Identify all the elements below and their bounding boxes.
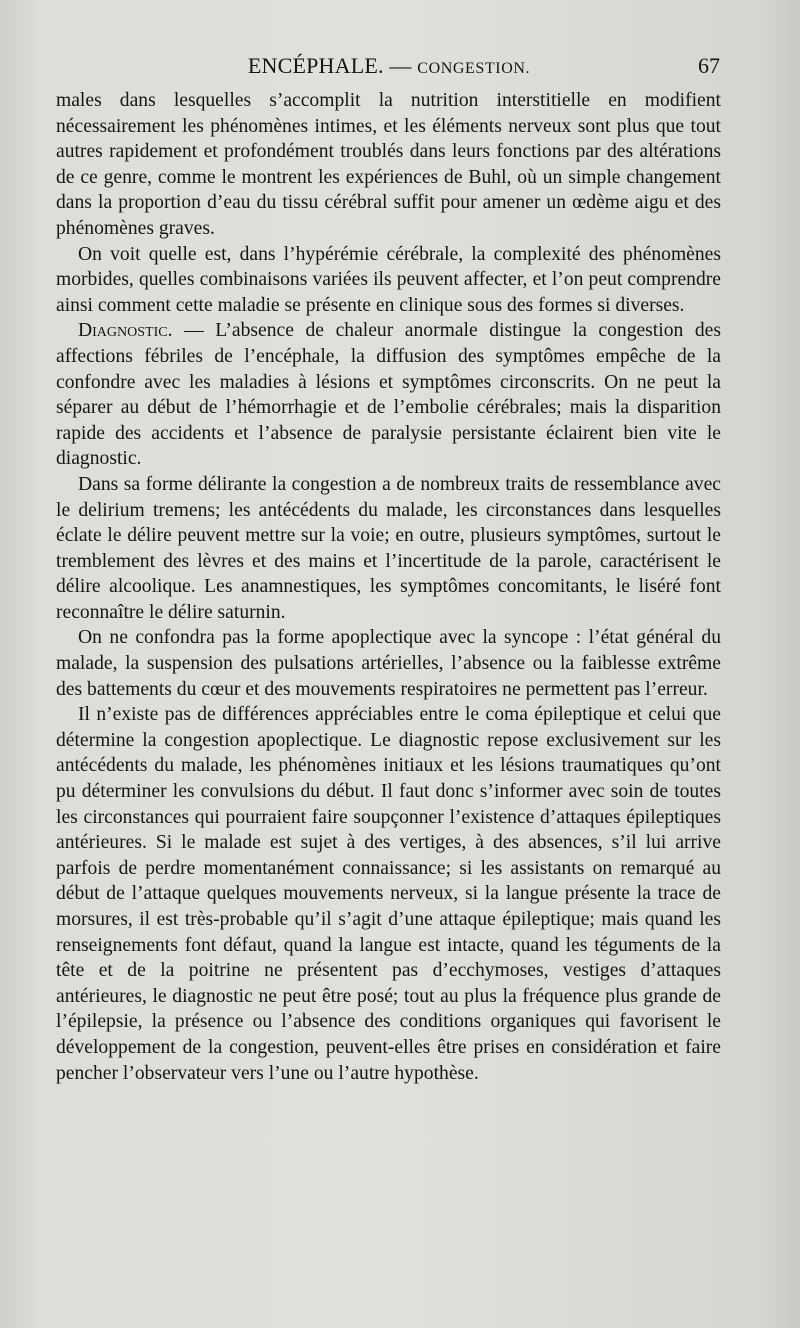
paragraph: Dans sa forme délirante la congestion a de nombreux traits de ressemblance avec le delirium tremens; les antécédents du malade, les circonstances dans lesquelles éclate le délire peuvent mettre sur la voie; en outre, plusieurs symptômes, surtout le tremblement des lèvres et des mains et l’incertitude de la parole, caractérisent le délire alcoolique. Les anamnestiques, les symptômes concomitants, le liséré font reconnaître le délire saturnin. bbox=[56, 473, 721, 623]
paragraph-diagnostic bbox=[56, 318, 721, 472]
section-lead: Diagnostic. bbox=[78, 320, 173, 342]
paragraph-continuation: males dans lesquelles s’accomplit la nutrition interstitielle en modifient nécessairement les phénomènes intimes, et les éléments nerveux sont plus que tout autres rapidement et profondément troublés dans leurs fonctions par des altérations de ce genre, comme le montrent les expériences de Buhl, où un simple changement dans la proportion d’eau du tissu cérébral suffit pour amener un œdème aigu et des phénomènes graves. bbox=[56, 90, 721, 239]
running-title-section: CONGESTION. bbox=[417, 60, 531, 77]
paragraph: On ne confondra pas la forme apoplectique avec la syncope : l’état général du malade, la suspension des pulsations artérielles, l’absence ou la faiblesse extrême des battements du cœur et des mouvements respiratoires ne permettent pas l’erreur. bbox=[56, 627, 721, 700]
paragraph-text: — L’absence de chaleur anormale distingue la congestion des affections fébriles de l’encéphale, la diffusion des symptômes empêche de la confondre avec les maladies à lésions et symptômes circonscrits. On ne peut la séparer au début de l’hémorrhagie et de l’embolie cérébrales; mais la disparition rapide des accidents et l’absence de paralysie persistante éclairent bien vite le diagnostic. bbox=[56, 320, 721, 470]
page-number: 67 bbox=[698, 53, 720, 78]
running-title-main: ENCÉPHALE. — bbox=[247, 53, 418, 78]
paragraph: On voit quelle est, dans l’hypérémie cérébrale, la complexité des phénomènes morbides, quelles combinaisons variées ils peuvent affecter, et l’on peut comprendre ainsi comment cette maladie se présente en clinique sous des formes si diverses. bbox=[56, 243, 721, 316]
running-header bbox=[58, 48, 720, 84]
running-title bbox=[58, 48, 720, 87]
page-body bbox=[56, 88, 721, 1086]
paragraph: Il n’existe pas de différences appréciables entre le coma épileptique et celui que détermine la congestion apoplectique. Le diagnostic repose exclusivement sur les antécédents du malade, les phénomènes initiaux et les lésions traumatiques qu’ont pu déterminer les convulsions du début. Il faut donc s’informer avec soin de toutes les circonstances qui pourraient faire soupçonner l’existence d’attaques épileptiques antérieures. Si le malade est sujet à des vertiges, à des absences, s’il lui arrive parfois de perdre momentanément connaissance; si les assistants on remarqué au début de l’attaque quelques mouvements nerveux, si la langue présente la trace de morsures, il est très-probable qu’il s’agit d’une attaque épileptique; mais quand les renseignements font défaut, quand la langue est intacte, quand les téguments de la tête et de la poitrine ne présentent pas d’ecchymoses, vestiges d’attaques antérieures, le diagnostic ne peut être posé; tout au plus la fréquence plus grande de l’épilepsie, la présence ou l’absence des conditions organiques qui favorisent le développement de la congestion, peuvent-elles être prises en considération et faire pencher l’observateur vers l’une ou l’autre hypothèse. bbox=[56, 704, 721, 1084]
